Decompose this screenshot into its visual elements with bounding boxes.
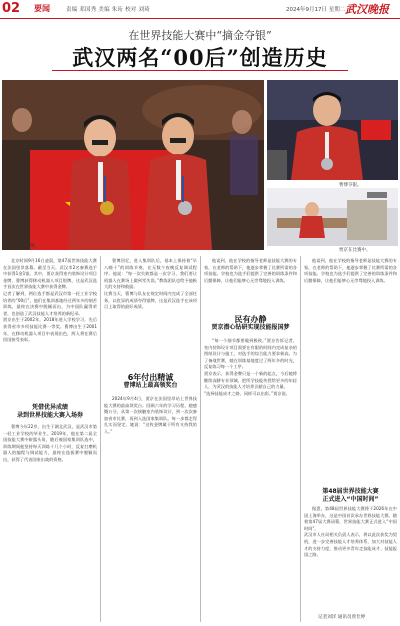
column-rule-3	[300, 256, 301, 622]
article-col1-bottom	[3, 424, 97, 620]
article-col2-text: 曹博回忆，进入集训队后，基本上保持着“早八晚十”的训练节奏，在无数个夜晚反复调试程序。他说：“每一次失败都是一次学习，我们要让机器人在赛场上做到零失误。”教练团队也给予他极大的支持和鼓励。 比赛当天，曹博与队友在规定时间内完成了全部任务，以优异的成绩夺得银牌，这是武汉选手在该项目上取得的最好成绩。	[104, 258, 197, 310]
article-col4-top	[304, 258, 397, 436]
subhead-4-line1: 第48届世界技能大赛	[322, 488, 379, 495]
subhead-1-line2: 录到世界技能大赛入场券	[16, 411, 83, 419]
subhead-3-line2: 贾京潜心钻研实现技能报国梦	[211, 323, 290, 331]
editors-line: 责编 邓国秀 美编 朱珩 校对 刘琦	[66, 7, 150, 13]
photo-bottom-right-caption: 贾京在比赛中。	[339, 248, 371, 253]
subhead-2	[104, 374, 197, 389]
photo-top-right-illustration	[267, 80, 398, 180]
page-header	[0, 0, 400, 19]
subhead-2-line2: 曹博站上最高领奖台	[123, 381, 178, 389]
headline-subtitle: 在世界技能大赛中“摘金夺银”	[128, 29, 272, 42]
photo-main-caption: 贾京(左)与曹博。	[4, 244, 40, 249]
subhead-2-line1: 6年付出精诚	[127, 373, 174, 382]
article-col3-text: “每一个细节都要做到极致。”贾京告诉记者，室内装饰设计项目需要在有限的时间内完成复杂的图纸设计与施工，对选手的综合能力要求极高。为了备战世赛，她在训练基地度过了两年多的时光，反复练习每一个工序。 贾京表示，获得金牌只是一个新的起点，今后她将继续深耕专业领域，把所学技能传授给更多的年轻人，为武汉的技能人才培养贡献自己的力量。 “选择技能成才之路，同样可以出彩。”贾京说。	[204, 338, 297, 396]
newspaper-masthead: 武汉晚报	[345, 3, 389, 16]
headline-title: 武汉两名“00后”创造历史	[72, 45, 328, 70]
headline-rule	[52, 70, 348, 71]
article-col4-text: 据悉，第48届世界技能大赛将于2026年在中国上海举办，这是中国首次承办世界技能大赛。随着第47届大赛闭幕，世界技能大赛正式进入“中国时间”。 武汉市人社局相关负责人表示，将以此次获奖为契机，进一步完善技能人才培养体系，加大对技能人才的支持力度，推动更多青年走技能成才、技能报国之路。	[304, 506, 397, 558]
photo-bottom-right-illustration	[267, 188, 398, 246]
section-name: 要闻	[34, 4, 50, 13]
article-col3-top-text: 他谈到，他在学校的指导老师是技能大赛的专家，在老师的帮助下，他逐步掌握了比赛所需的各项技能。学校也为选手们提供了完善的训练条件和后勤保障，让他们能够心无旁骛地投入训练。	[204, 258, 297, 283]
article-lead	[3, 258, 97, 400]
issue-date: 2024年9月17日 星期二	[286, 7, 346, 13]
article-col3-top	[204, 258, 297, 312]
article-col1-bottom-text: 曹博今年22岁，出生于湖北武汉，是武汉市第一轻工业学校的毕业生。2019年，他在第二届全国技能大赛中崭露头角，随后被国家集训队选中。训练期间他坚持每天训练十几个小时，反复打磨机器人的编程与调试能力，最终在选拔赛中脱颖而出，获得了代表国家出战的资格。	[3, 424, 97, 462]
photo-top-right	[267, 80, 398, 180]
photo-bottom-right	[267, 188, 398, 246]
article-byline: 记者刘洋 通讯员曾仕婷	[318, 615, 366, 620]
subhead-3-line1: 民有办静	[234, 315, 267, 324]
subhead-4-line2: 正式进入“中国时间”	[322, 495, 379, 503]
article-col2-bottom-text: 2024年9月4日，贾京在法国里昂站上世界技能大赛的最高领奖台。回顾六年的学习历程，她感慨万分，从第一次接触室内装饰设计，到一次次参加省市比赛，再到入选国家集训队，每一步都走得扎实而坚定。她说：“这枚金牌属于所有支持我的人。”	[104, 396, 197, 434]
subhead-3	[204, 316, 297, 331]
column-rule-1	[100, 256, 101, 622]
article-col3	[204, 338, 297, 620]
article-col4-top-text: 他谈到，他在学校的指导老师是技能大赛的专家，在老师的帮助下，他逐步掌握了比赛所需的各项技能。学校也为选手们提供了完善的训练条件和后勤保障，让他们能够心无旁骛地投入训练。	[304, 258, 397, 283]
article-col2	[104, 258, 197, 370]
photo-main	[2, 80, 264, 250]
subhead-1	[3, 404, 97, 419]
article-col4	[304, 506, 397, 610]
photo-main-illustration	[2, 80, 264, 250]
subhead-1-line1: 凭借优异成绩	[31, 404, 68, 411]
photo-top-right-caption: 曹博夺银。	[339, 183, 362, 188]
article-col2-bottom	[104, 396, 197, 620]
subhead-4	[304, 488, 397, 503]
column-rule-2	[200, 256, 201, 622]
article-lead-text: 北京时间9月16日凌晨，第47届世界技能大赛在法国里昂落幕。截至当天，武汉市2名参赛选手中获得1金1银。其中，贾京获得室内装饰设计项目金牌，曹博获得移动机器人项目银牌，这是武汉选手首次在世界技能大赛中获得金牌。 记者了解到，两位选手都是武汉市第一轻工业学校培养的“00后”，他们在集训基地经过两年多的刻苦训练，最终在决赛中脱颖而出，为中国队赢得荣誉，也创造了武汉技能人才培养的新纪录。 贾京出生于2002年，2018年进入学校学习，先后获得省市多项技能比赛一等奖。曹博出生于2001年，在移动机器人项目中表现出色，两人将在赛后回国接受表彰。	[3, 258, 97, 343]
page-number: 02	[2, 1, 21, 16]
